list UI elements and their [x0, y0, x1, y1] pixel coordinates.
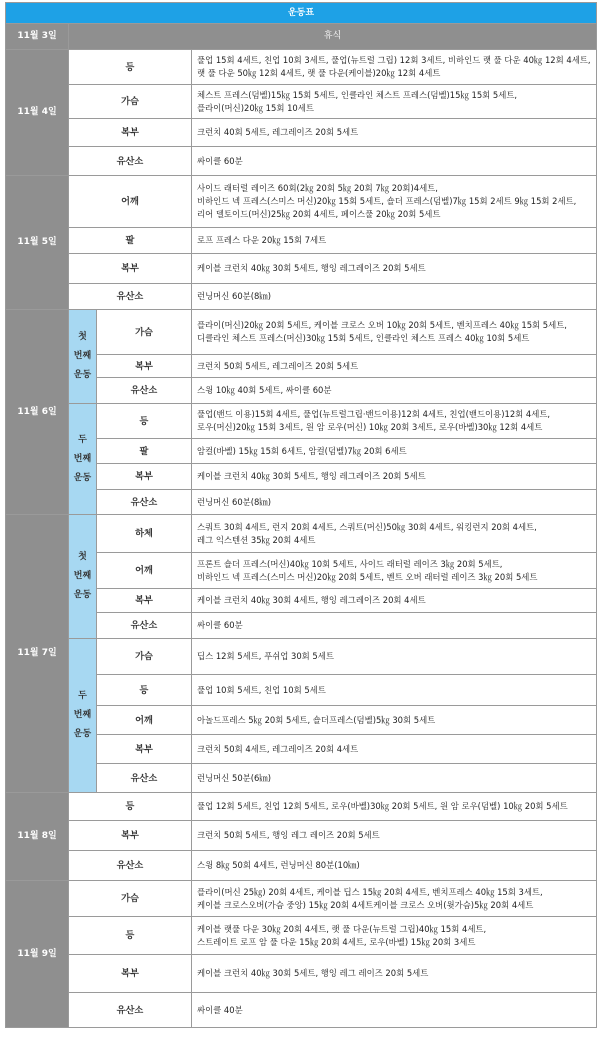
exercise-line: 크런치 50회 5세트, 레그레이즈 20회 5세트 [197, 360, 359, 371]
exercise-cell [192, 675, 597, 706]
body-part: 유산소 [69, 851, 192, 881]
exercise-line: 랫 풀 다운 50㎏ 12회 4세트, 랫 풀 다운(케이블)20㎏ 12회 4세트 [197, 68, 441, 78]
day-date: 11월 5일 [6, 176, 69, 310]
body-part: 복부 [69, 955, 192, 993]
exercise-cell [192, 881, 597, 917]
session-label-word: 운동 [73, 370, 92, 380]
exercise-row [6, 821, 597, 851]
exercise-line: 체스트 프레스(덤벨)15㎏ 15회 5세트, 인클라인 체스트 프레스(덤벨)15㎏ 15회 5세트, [197, 89, 518, 100]
body-part: 유산소 [69, 147, 192, 176]
exercise-line: 풀업 10회 5세트, 친업 10회 5세트 [197, 684, 326, 695]
exercise-line: 플라이(머신)20㎏ 15회 10세트 [197, 102, 314, 113]
exercise-cell [192, 851, 597, 881]
exercise-line: 런닝머신 60분(8㎞) [197, 291, 272, 301]
exercise-line: 딥스 12회 5세트, 푸쉬업 30회 5세트 [197, 651, 334, 661]
workout-schedule [5, 2, 596, 1028]
exercise-line: 스쿼트 30회 4세트, 런지 20회 4세트, 스쿼트(머신)50㎏ 30회 4세트, 워킹런지 20회 4세트, [197, 521, 537, 532]
body-part: 복부 [97, 735, 192, 764]
session-label-word: 번째 [73, 710, 92, 720]
body-part: 등 [69, 50, 192, 85]
day-date: 11월 6일 [6, 310, 69, 515]
exercise-line: 아놀드프레스 5㎏ 20회 5세트, 숄더프레스(덤벨)5㎏ 30회 5세트 [197, 714, 436, 725]
session-label [69, 515, 97, 639]
exercise-line: 플라이(머신 25㎏) 20회 4세트, 케이블 딥스 15㎏ 20회 4세트, 벤치프레스 40㎏ 15회 3세트, [197, 886, 543, 897]
exercise-cell [192, 764, 597, 793]
body-part: 등 [69, 793, 192, 821]
body-part: 가슴 [97, 310, 192, 355]
body-part: 가슴 [69, 881, 192, 917]
session-label-word: 첫 [78, 552, 87, 562]
exercise-line: 비하인드 넥 프레스(스미스 머신)20㎏ 20회 5세트, 벤트 오버 래터럴 레이즈 3㎏ 20회 5세트 [197, 571, 538, 582]
exercise-row [6, 404, 597, 439]
day-row [6, 24, 597, 50]
exercise-line: 케이블 크런치 40㎏ 30회 4세트, 행잉 레그레이즈 20회 4세트 [197, 595, 426, 605]
session-label-word: 운동 [73, 590, 92, 600]
exercise-line: 레그 익스텐션 35㎏ 20회 4세트 [197, 534, 316, 545]
body-part: 등 [97, 404, 192, 439]
body-part: 유산소 [97, 764, 192, 793]
table-title: 운동표 [6, 3, 597, 24]
exercise-line: 싸이클 40분 [197, 1004, 243, 1015]
body-part: 어깨 [69, 176, 192, 228]
exercise-cell [192, 176, 597, 228]
body-part: 복부 [97, 355, 192, 378]
exercise-line: 암컬(바벨) 15㎏ 15회 6세트, 암컬(덤벨)7㎏ 20회 6세트 [197, 445, 407, 456]
day-date: 11월 7일 [6, 515, 69, 793]
day-date: 11월 3일 [6, 24, 69, 50]
body-part: 복부 [69, 821, 192, 851]
exercise-line: 비하인드 넥 프레스(스미스 머신)20㎏ 15회 5세트, 숄더 프레스(덤벨)7㎏ 15회 2세트 9㎏ 15회 2세트, [197, 196, 577, 206]
exercise-row [6, 639, 597, 675]
day-date: 11월 9일 [6, 881, 69, 1028]
exercise-cell [192, 439, 597, 464]
session-label-word: 두 [78, 434, 87, 445]
exercise-line: 크런치 50회 4세트, 레그레이즈 20회 4세트 [197, 743, 359, 754]
session-label-word: 번째 [73, 453, 92, 464]
exercise-cell [192, 993, 597, 1028]
exercise-line: 사이드 래터럴 레이즈 60회(2㎏ 20회 5㎏ 20회 7㎏ 20회)4세트, [197, 183, 438, 193]
exercise-row [6, 147, 597, 176]
body-part: 가슴 [97, 639, 192, 675]
schedule-table [5, 2, 597, 1028]
session-label [69, 310, 97, 404]
exercise-cell [192, 119, 597, 147]
exercise-cell [192, 955, 597, 993]
body-part: 팔 [69, 228, 192, 254]
exercise-line: 런닝머신 50분(6㎞) [197, 772, 272, 783]
session-label-word: 두 [78, 691, 87, 701]
body-part: 복부 [69, 254, 192, 284]
exercise-cell [192, 284, 597, 310]
exercise-cell [192, 639, 597, 675]
exercise-line: 풀업 12회 5세트, 친업 12회 5세트, 로우(바벨)30㎏ 20회 5세트, 원 암 로우(덤벨) 10㎏ 20회 5세트 [197, 801, 568, 811]
exercise-cell [192, 378, 597, 404]
day-date: 11월 4일 [6, 50, 69, 176]
rest-cell: 휴식 [69, 24, 597, 50]
exercise-line: 프론트 숄더 프레스(머신)40㎏ 10회 5세트, 사이드 래터럴 레이즈 3㎏ 20회 5세트, [197, 558, 503, 569]
exercise-cell [192, 490, 597, 515]
session-label [69, 639, 97, 793]
header-row [6, 3, 597, 24]
exercise-cell [192, 404, 597, 439]
exercise-line: 로프 프레스 다운 20㎏ 15회 7세트 [197, 235, 327, 245]
session-label-word: 운동 [73, 729, 92, 739]
body-part: 가슴 [69, 85, 192, 119]
exercise-row [6, 955, 597, 993]
exercise-cell [192, 735, 597, 764]
exercise-cell [192, 228, 597, 254]
exercise-cell [192, 515, 597, 553]
exercise-row [6, 917, 597, 955]
exercise-cell [192, 553, 597, 589]
body-part: 유산소 [97, 613, 192, 639]
session-label [69, 404, 97, 515]
exercise-row [6, 515, 597, 553]
exercise-line: 케이블 크런치 40㎏ 30회 5세트, 행잉 레그 레이즈 20회 5세트 [197, 968, 429, 978]
exercise-line: 크런치 40회 5세트, 레그레이즈 20회 5세트 [197, 127, 359, 137]
exercise-row [6, 881, 597, 917]
body-part: 유산소 [97, 378, 192, 404]
body-part: 복부 [97, 464, 192, 490]
exercise-line: 싸이클 60분 [197, 155, 243, 166]
exercise-cell [192, 917, 597, 955]
exercise-line: 케이블 크런치 40㎏ 30회 5세트, 행잉 레그레이즈 20회 5세트 [197, 471, 426, 481]
exercise-row [6, 85, 597, 119]
exercise-row [6, 254, 597, 284]
exercise-row [6, 851, 597, 881]
body-part: 어깨 [97, 706, 192, 735]
exercise-row [6, 119, 597, 147]
session-label-word: 첫 [78, 332, 87, 342]
exercise-line: 스윙 10㎏ 40회 5세트, 싸이클 60분 [197, 385, 332, 395]
exercise-row [6, 228, 597, 254]
exercise-cell [192, 821, 597, 851]
exercise-cell [192, 355, 597, 378]
exercise-cell [192, 793, 597, 821]
body-part: 복부 [69, 119, 192, 147]
body-part: 팔 [97, 439, 192, 464]
session-label-word: 번째 [73, 571, 92, 581]
exercise-line: 디클라인 체스트 프레스(머신)30㎏ 15회 5세트, 인클라인 체스트 프레스 40㎏ 10회 5세트 [197, 333, 530, 343]
exercise-cell [192, 85, 597, 119]
exercise-line: 싸이클 60분 [197, 620, 243, 630]
exercise-line: 풀업 15회 4세트, 친업 10회 3세트, 풀업(뉴트럴 그립) 12회 3세트, 비하인드 랫 풀 다운 40㎏ 12회 4세트, [197, 55, 591, 65]
exercise-cell [192, 147, 597, 176]
body-part: 등 [97, 675, 192, 706]
body-part: 어깨 [97, 553, 192, 589]
day-date: 11월 8일 [6, 793, 69, 881]
exercise-cell [192, 50, 597, 85]
body-part: 등 [69, 917, 192, 955]
exercise-line: 크런치 50회 5세트, 행잉 레그 레이즈 20회 5세트 [197, 830, 380, 840]
body-part: 유산소 [97, 490, 192, 515]
exercise-row [6, 176, 597, 228]
exercise-row [6, 284, 597, 310]
body-part: 복부 [97, 589, 192, 613]
exercise-line: 리어 델토이드(머신)25㎏ 20회 4세트, 페이스풀 20㎏ 20회 5세트 [197, 209, 441, 219]
session-label-word: 운동 [73, 472, 92, 483]
exercise-line: 케이블 크런치 40㎏ 30회 5세트, 행잉 레그레이즈 20회 5세트 [197, 263, 426, 273]
body-part: 유산소 [69, 993, 192, 1028]
body-part: 하체 [97, 515, 192, 553]
exercise-line: 풀업(밴드 이용)15회 4세트, 풀업(뉴트럴그립·밴드이용)12회 4세트, 친업(밴드이용)12회 4세트, [197, 409, 551, 419]
exercise-cell [192, 254, 597, 284]
exercise-cell [192, 706, 597, 735]
exercise-cell [192, 613, 597, 639]
exercise-cell [192, 464, 597, 490]
session-label-word: 번째 [73, 351, 92, 361]
exercise-line: 스윙 8㎏ 50회 4세트, 런닝머신 80분(10㎞) [197, 860, 360, 870]
body-part: 유산소 [69, 284, 192, 310]
exercise-line: 로우(머신)20㎏ 15회 3세트, 원 암 로우(머신) 10㎏ 20회 3세트, 로우(바벨)30㎏ 12회 4세트 [197, 422, 543, 432]
exercise-cell [192, 589, 597, 613]
exercise-line: 케이블 랫풀 다운 30㎏ 20회 4세트, 랫 풀 다운(뉴트럴 그립)40㎏ 15회 4세트, [197, 923, 487, 934]
exercise-row [6, 993, 597, 1028]
exercise-line: 플라이(머신)20㎏ 20회 5세트, 케이블 크로스 오버 10㎏ 20회 5세트, 벤치프레스 40㎏ 15회 5세트, [197, 320, 567, 330]
exercise-line: 케이블 크로스오버(가슴 중앙) 15㎏ 20회 4세트케이블 크로스 오버(윗가슴)5㎏ 20회 4세트 [197, 899, 534, 910]
exercise-row [6, 50, 597, 85]
exercise-line: 런닝머신 60분(8㎞) [197, 496, 272, 507]
exercise-cell [192, 310, 597, 355]
exercise-row [6, 793, 597, 821]
exercise-row [6, 310, 597, 355]
exercise-line: 스트레이트 로프 암 풀 다운 15㎏ 20회 4세트, 로우(바벨) 15㎏ 20회 3세트 [197, 936, 476, 947]
